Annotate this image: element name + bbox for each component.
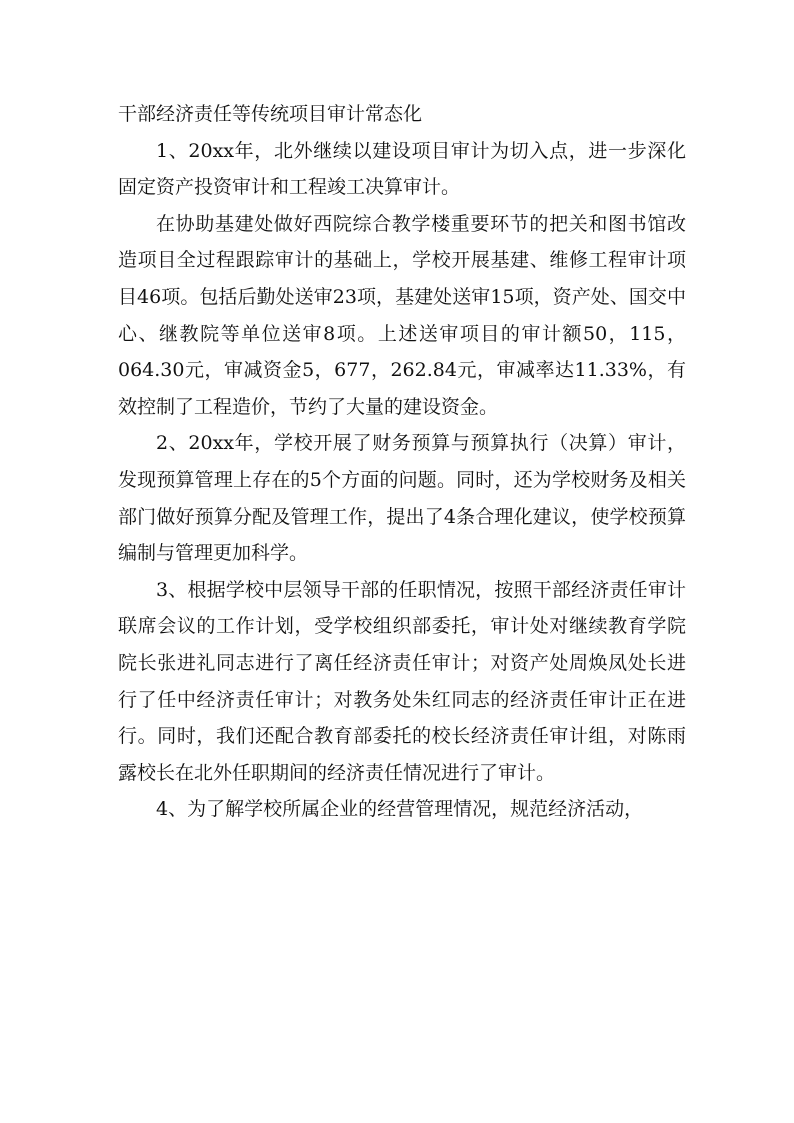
- document-body: [118, 96, 686, 828]
- paragraph-1: 1、20xx年，北外继续以建设项目审计为切入点，进一步深化固定资产投资审计和工程竣工决算审计。: [118, 139, 686, 199]
- paragraph-5: 4、为了解学校所属企业的经营管理情况，规范经济活动，: [156, 798, 644, 821]
- paragraph-3: 2、20xx年，学校开展了财务预算与预算执行（决算）审计，发现预算管理上存在的5个方面的问题。同时，还为学校财务及相关部门做好预算分配及管理工作，提出了4条合理化建议，使学校预算编制与管理更加科学。: [118, 432, 686, 565]
- paragraph-2: 在协助基建处做好西院综合教学楼重要环节的把关和图书馆改造项目全过程跟踪审计的基础上，学校开展基建、维修工程审计项目46项。包括后勤处送审23项，基建处送审15项，资产处、国交中心、继教院等单位送审8项。上述送审项目的审计额50，115，064.30元，审减资金5，677，262.84元，审减率达11.33%，有效控制了工程造价，节约了大量的建设资金。: [118, 212, 686, 418]
- section-heading: 干部经济责任等传统项目审计常态化: [118, 103, 423, 125]
- paragraph-4: 3、根据学校中层领导干部的任职情况，按照干部经济责任审计联席会议的工作计划，受学校组织部委托，审计处对继续教育学院院长张进礼同志进行了离任经济责任审计；对资产处周焕凤处长进行了任中经济责任审计；对教务处朱红同志的经济责任审计正在进行。同时，我们还配合教育部委托的校长经济责任审计组，对陈雨露校长在北外任职期间的经济责任情况进行了审计。: [118, 578, 686, 784]
